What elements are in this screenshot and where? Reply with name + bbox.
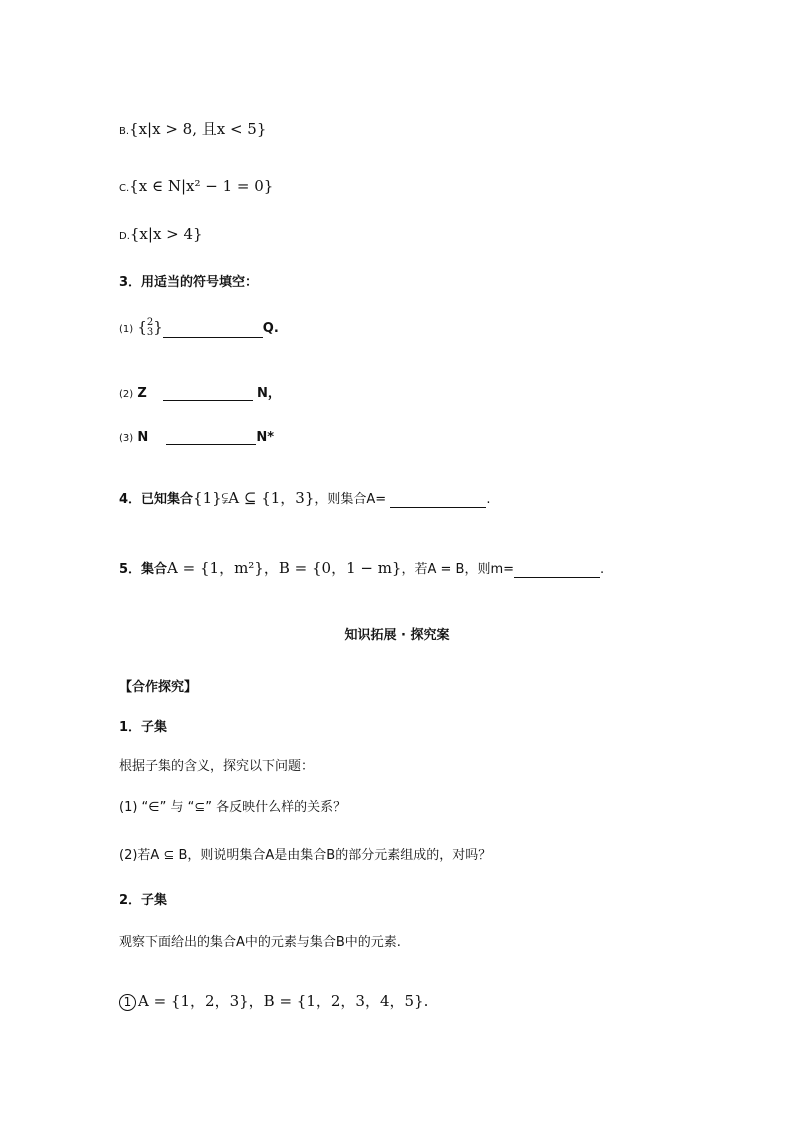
question-4-expr: {1}⫋A ⊆ {1，3} [193, 489, 315, 507]
subset-1-intro: 根据子集的含义，探究以下问题： [119, 759, 315, 774]
answer-blank-5[interactable] [514, 563, 600, 578]
answer-blank-4[interactable] [390, 493, 486, 508]
item-1-set: { 2 3 } [137, 317, 163, 338]
option-b [119, 118, 266, 139]
answer-blank-2[interactable] [163, 386, 253, 401]
item-1-number: (1) [119, 324, 134, 335]
question-4-prefix: 4．已知集合 [119, 492, 194, 507]
option-d [119, 225, 203, 243]
option-c-label: C. [119, 183, 130, 194]
item-2-end: N， [257, 386, 281, 401]
example-1 [119, 990, 428, 1011]
subset-2-title: 2．子集 [119, 893, 168, 908]
section-heading: 知识拓展 · 探究案 [344, 628, 450, 643]
item-1-end: Q. [262, 321, 279, 336]
question-3-item-2 [119, 382, 281, 401]
question-5-end: . [600, 562, 605, 577]
fraction-numerator: 2 [146, 317, 154, 328]
option-b-label: B. [119, 126, 130, 137]
subset-2-intro: 观察下面给出的集合A中的元素与集合B中的元素. [119, 935, 401, 950]
item-3-left: N [137, 430, 149, 445]
question-4-end: . [486, 492, 491, 507]
subset-1-question-2: (2)若A ⊆ B，则说明集合A是由集合B的部分元素组成的，对吗？ [119, 848, 492, 863]
circled-number-1: 1 [119, 994, 136, 1011]
item-3-number: (3) [119, 433, 134, 444]
cooperative-inquiry-title: 【合作探究】 [119, 680, 198, 695]
question-5-mid: ，若A = B，则m= [401, 562, 515, 577]
question-3-item-3 [119, 430, 274, 445]
subset-1-title: 1．子集 [119, 720, 168, 735]
question-5 [119, 557, 604, 578]
option-c [119, 177, 273, 195]
question-3-title: 3．用适当的符号填空： [119, 275, 259, 290]
example-1-expr: A = {1，2，3}，B = {1，2，3，4，5}. [138, 992, 429, 1010]
fraction-denominator: 3 [146, 327, 154, 338]
item-3-end: N* [256, 430, 275, 445]
answer-blank-1[interactable] [163, 323, 263, 338]
question-3-item-1 [119, 318, 279, 338]
question-4 [119, 487, 490, 508]
question-5-expr: A = {1，m²}，B = {0，1 − m} [167, 559, 402, 577]
question-4-mid: ，则集合A= [314, 492, 387, 507]
option-d-label: D. [119, 231, 130, 242]
option-b-expr: {x|x > 8, 且x < 5} [129, 120, 267, 138]
question-5-prefix: 5．集合 [119, 562, 168, 577]
subset-1-question-1: (1) “∈” 与 “⊆” 各反映什么样的关系？ [119, 800, 347, 815]
answer-blank-3[interactable] [166, 430, 256, 445]
item-2-left: Z [137, 386, 147, 401]
item-2-number: (2) [119, 389, 134, 400]
option-d-expr: {x|x > 4} [129, 225, 203, 243]
option-c-expr: {x ∈ N|x² − 1 = 0} [129, 177, 274, 195]
